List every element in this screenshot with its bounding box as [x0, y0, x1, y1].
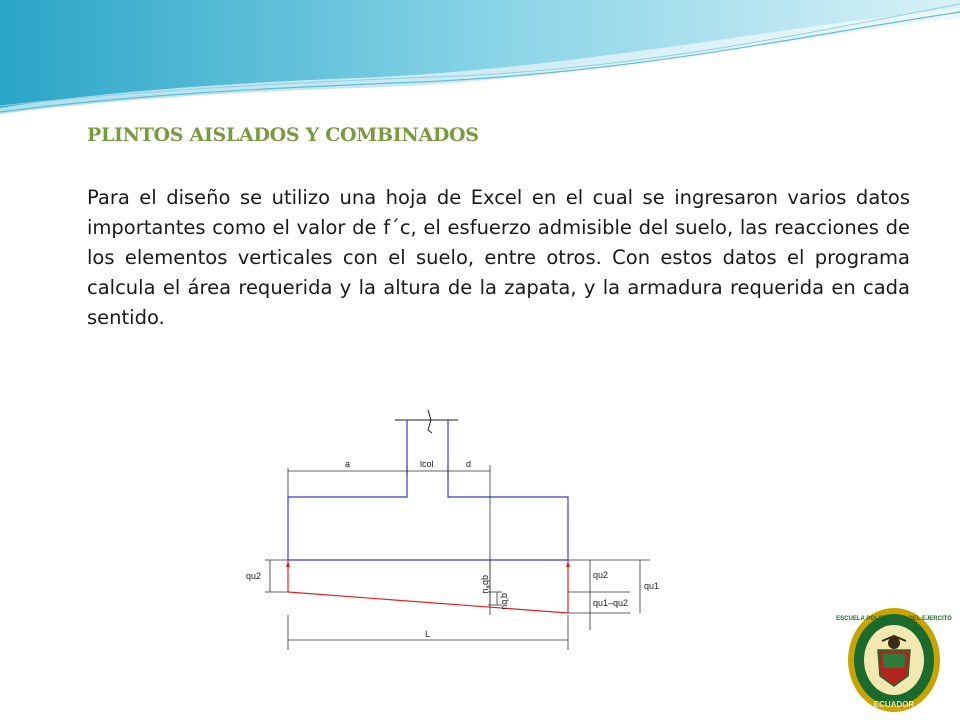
label-qb-prime: q'bu — [500, 593, 510, 610]
logo-bottom-text: ECUADOR — [873, 700, 915, 709]
logo-top-text: ESCUELA POLITECNICA DEL EJERCITO — [836, 616, 952, 622]
label-d: d — [466, 459, 472, 469]
column-section — [288, 410, 568, 560]
label-qu2-left: qu2 — [246, 571, 262, 581]
label-qu2-right: qu2 — [593, 570, 609, 580]
soil-pressure-diagram — [286, 560, 570, 613]
top-dimension-line — [288, 465, 490, 615]
label-qu1: qu1 — [644, 581, 660, 591]
label-a: a — [345, 459, 351, 469]
footing-pressure-diagram — [240, 405, 690, 655]
university-seal-logo — [836, 606, 952, 714]
label-qu1-qu2: qu1–qu2 — [593, 598, 629, 608]
label-qb-star: qb*u — [481, 575, 491, 594]
body-paragraph: Para el diseño se utilizo una hoja de Excel en el cual se ingresaron varios datos importantes como el valor de f´c, el esfuerzo admisible del suelo, las reacciones de los elementos verticales con el suelo, entre otros. Con estos datos el programa calcula el área requerida y la altura de la zapata, y la armadura requerida en cada sentido. — [87, 186, 910, 329]
slide-title: PLINTOS AISLADOS Y COMBINADOS — [87, 124, 479, 146]
left-qu2-dimension — [265, 560, 288, 592]
right-dimensions — [568, 560, 650, 630]
header-wave-decoration — [0, 0, 960, 115]
label-lcol: lcol — [420, 459, 434, 469]
label-L: L — [425, 629, 431, 639]
